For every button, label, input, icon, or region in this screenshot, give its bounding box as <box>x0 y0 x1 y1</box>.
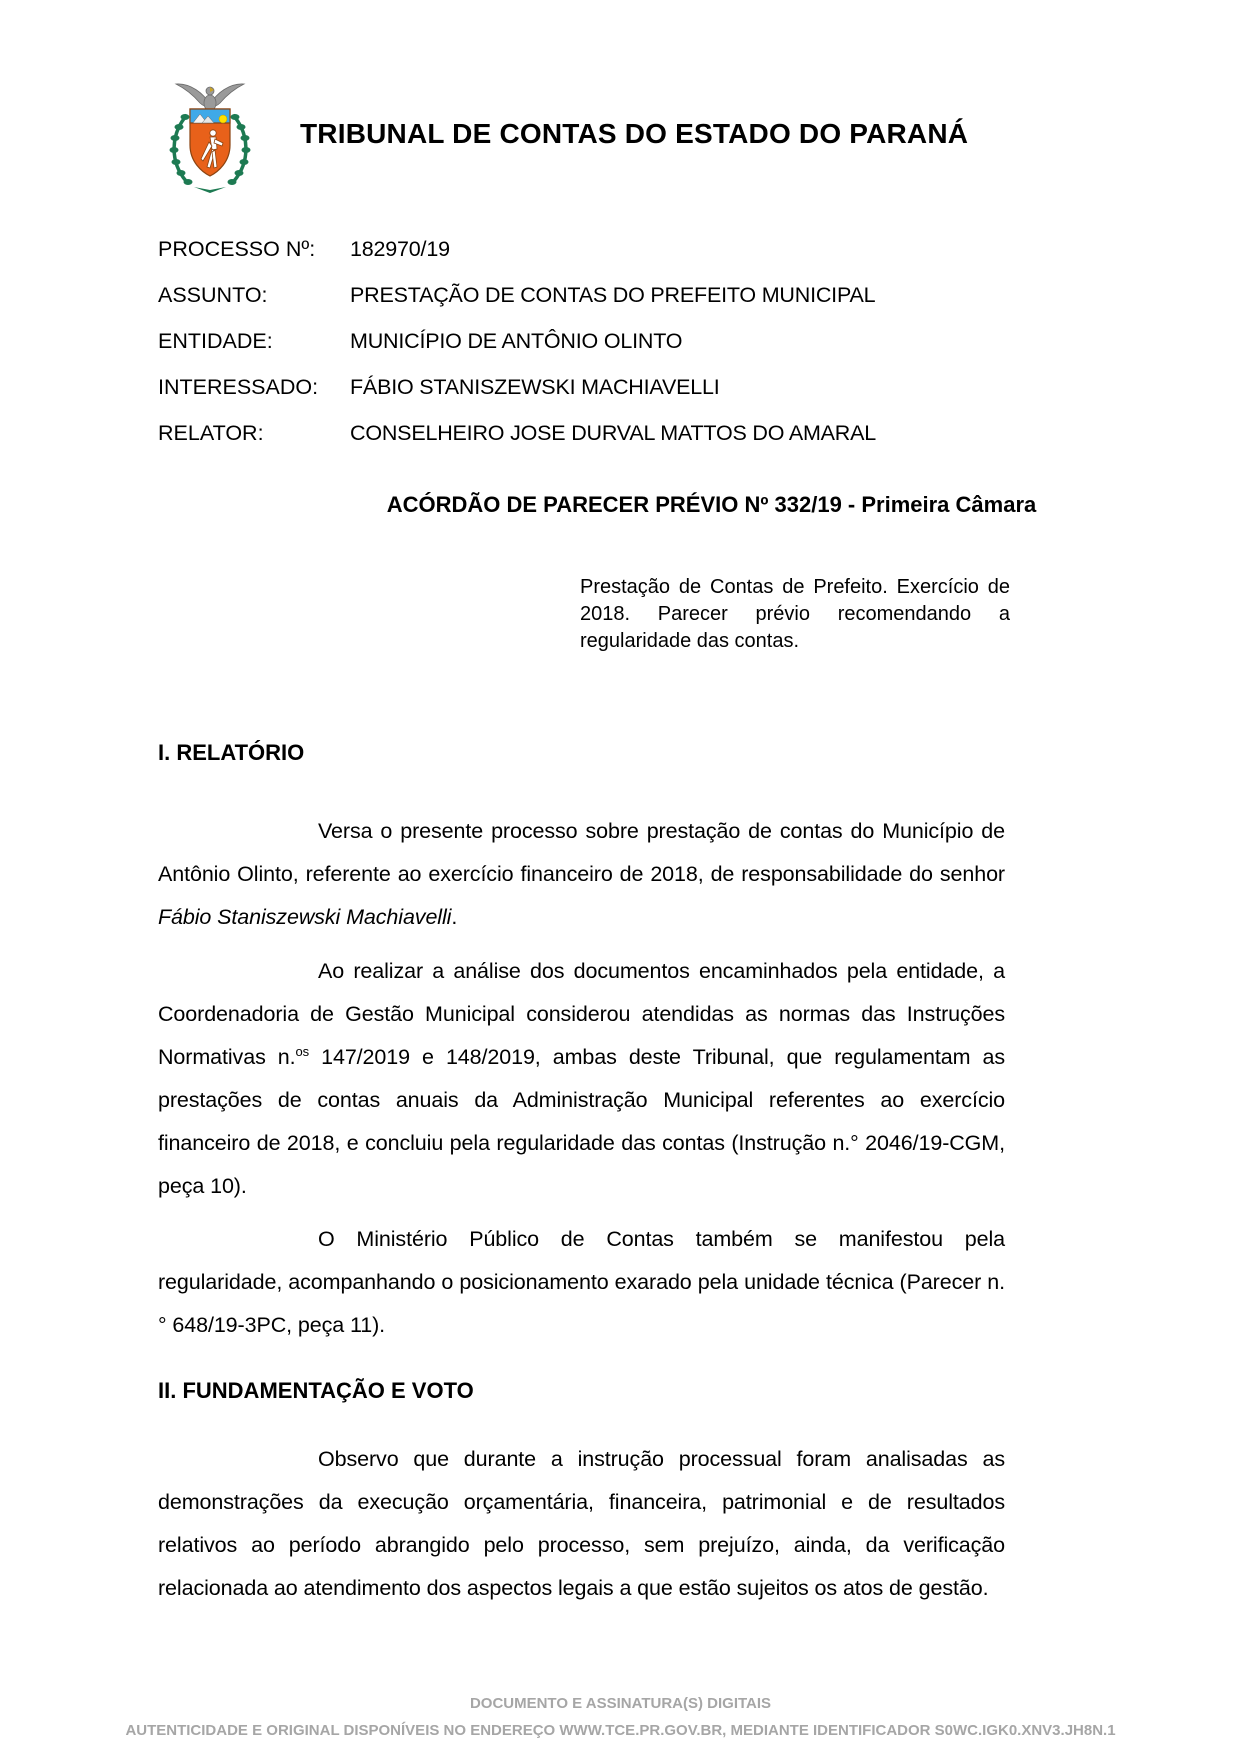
page-title: TRIBUNAL DE CONTAS DO ESTADO DO PARANÁ <box>300 118 969 149</box>
meta-row-relator <box>158 410 1038 456</box>
paragraph <box>158 810 1005 939</box>
meta-label: ASSUNTO: <box>158 282 268 307</box>
paragraph: Observo que durante a instrução processual foram analisadas as demonstrações da execução orçamentária, financeira, patrimonial e de resultados relativos ao período abrangido pelo processo, sem prejuízo, ainda, da verificação relacionada ao atendimento dos aspectos legais a que estão sujeitos os atos de gestão. <box>158 1446 1005 1600</box>
meta-value: MUNICÍPIO DE ANTÔNIO OLINTO <box>350 328 683 353</box>
meta-value: 182970/19 <box>350 236 450 261</box>
meta-value: PRESTAÇÃO DE CONTAS DO PREFEITO MUNICIPAL <box>350 282 876 307</box>
paragraph-text: Ao realizar a análise dos documentos encaminhados pela entidade, a Coordenadoria de Gestão Municipal considerou atendidas as normas das Instruções Normativas n. <box>158 958 1005 1069</box>
meta-row-assunto <box>158 272 1038 318</box>
branch-left <box>170 114 193 185</box>
eagle <box>176 84 244 111</box>
paragraph-text: Versa o presente processo sobre prestação de contas do Município de Antônio Olinto, referente ao exercício financeiro de 2018, de responsabilidade do senhor <box>158 818 1005 886</box>
footer-line-2: AUTENTICIDADE E ORIGINAL DISPONÍVEIS NO ENDEREÇO WWW.TCE.PR.GOV.BR, MEDIANTE IDENTIFICADOR S0WC.IGK0.XNV3.JH8N.1 <box>125 1722 1116 1739</box>
meta-label: PROCESSO Nº: <box>158 236 316 261</box>
branch-base <box>194 187 226 193</box>
paragraph-text: . <box>451 904 458 929</box>
branch-right <box>228 114 251 185</box>
process-meta <box>158 226 1038 456</box>
ordinal-superscript: os <box>295 1043 310 1059</box>
meta-value: FÁBIO STANISZEWSKI MACHIAVELLI <box>350 374 720 399</box>
interested-party-name: Fábio Staniszewski Machiavelli <box>158 904 452 929</box>
meta-row-processo <box>158 226 1038 272</box>
acordao-title: ACÓRDÃO DE PARECER PRÉVIO Nº 332/19 - Primeira Câmara <box>386 492 1037 517</box>
meta-row-interessado <box>158 364 1038 410</box>
footer-line-1: DOCUMENTO E ASSINATURA(S) DIGITAIS <box>469 1695 772 1712</box>
meta-row-entidade <box>158 318 1038 364</box>
paragraph: O Ministério Público de Contas também se manifestou pela regularidade, acompanhando o posicionamento exarado pela unidade técnica (Parecer n.° 648/19-3PC, peça 11). <box>158 1226 1005 1337</box>
meta-label: RELATOR: <box>158 420 264 445</box>
parana-coat-of-arms-logo <box>160 75 260 197</box>
paragraph-text: 147/2019 e 148/2019, ambas deste Tribunal, que regulamentam as prestações de contas anuais da Administração Municipal referentes ao exercício financeiro de 2018, e concluiu pela regularidade das contas (Instrução n.° 2046/19-CGM, peça 10). <box>158 1044 1006 1198</box>
digital-signature-footer <box>0 1690 1241 1744</box>
meta-label: INTERESSADO: <box>158 374 319 399</box>
shield <box>190 109 230 176</box>
section-heading-fundamentacao: II. FUNDAMENTAÇÃO E VOTO <box>158 1378 474 1403</box>
meta-value: CONSELHEIRO JOSE DURVAL MATTOS DO AMARAL <box>350 420 877 445</box>
section-heading-relatorio: I. RELATÓRIO <box>158 740 305 765</box>
meta-label: ENTIDADE: <box>158 328 273 353</box>
ementa-summary: Prestação de Contas de Prefeito. Exercício de 2018. Parecer prévio recomendando a regularidade das contas. <box>580 576 1010 652</box>
paragraph <box>158 950 1005 1208</box>
